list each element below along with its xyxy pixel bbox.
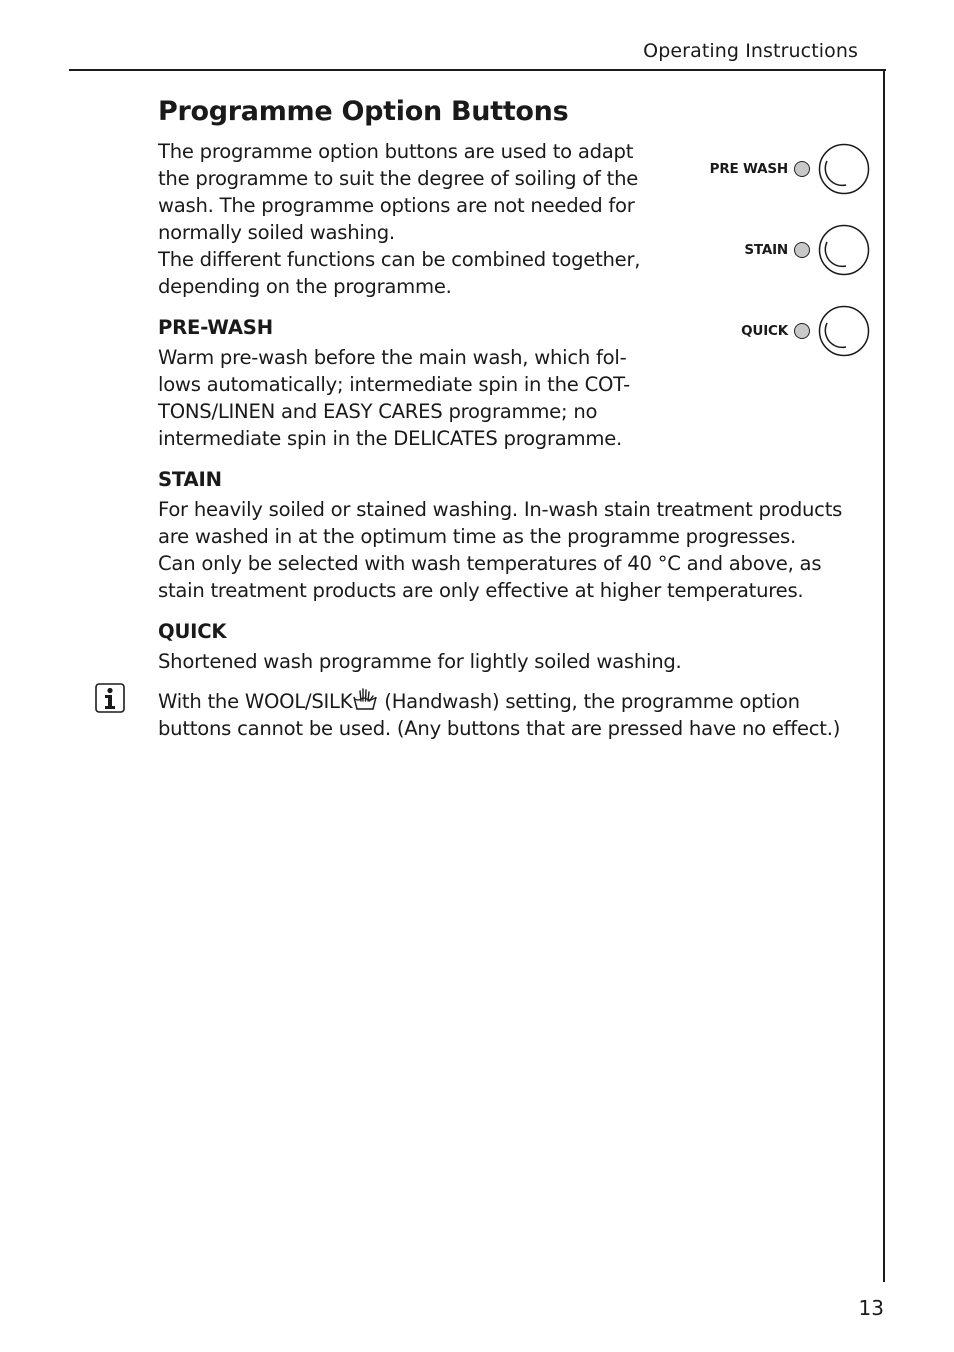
note-text [158, 687, 868, 742]
intro-paragraph-1: The programme option buttons are used to adapt the programme to suit the degree of soiling of the wash. The programme options are not needed for normally soiled washing. [158, 140, 639, 244]
quick-text: Shortened wash programme for lightly soiled washing. [158, 650, 682, 673]
prewash-control [710, 141, 870, 197]
stain-indicator-lamp [794, 242, 810, 258]
info-note [158, 687, 868, 742]
prewash-indicator-lamp [794, 161, 810, 177]
running-header: Operating Instructions [643, 40, 858, 62]
note-text-after: (Handwash) setting, the programme option buttons cannot be used. (Any buttons that are pressed have no effect.) [158, 690, 841, 740]
quick-button[interactable] [818, 305, 870, 357]
quick-control [741, 303, 870, 359]
prewash-text: Warm pre-wash before the main wash, which fol-lows automatically; intermediate spin in the COT-TONS/LINEN and EASY CARES programme; no intermediate spin in the DELICATES programme. [158, 346, 630, 450]
stain-button[interactable] [818, 224, 870, 276]
info-icon [95, 683, 125, 713]
margin-rule [883, 69, 885, 1282]
quick-indicator-lamp [794, 323, 810, 339]
option-buttons-panel [690, 138, 870, 363]
prewash-button[interactable] [818, 143, 870, 195]
stain-heading: STAIN [158, 468, 222, 491]
stain-text-1: For heavily soiled or stained washing. In-wash stain treatment products are washed in at the optimum time as the programme progresses. [158, 498, 843, 548]
stain-text-2: Can only be selected with wash temperatures of 40 °C and above, as stain treatment products are only effective at higher temperatures. [158, 552, 822, 602]
stain-panel-label: STAIN [744, 242, 788, 258]
quick-panel-label: QUICK [741, 323, 788, 339]
stain-control [744, 222, 870, 278]
note-text-before: With the WOOL/SILK [158, 690, 353, 713]
page-title: Programme Option Buttons [158, 96, 569, 127]
quick-heading: QUICK [158, 620, 227, 643]
prewash-panel-label: PRE WASH [709, 161, 788, 177]
page-number: 13 [858, 1296, 884, 1320]
handwash-icon [352, 687, 378, 711]
intro-paragraph-2: The different functions can be combined together, depending on the programme. [158, 248, 641, 298]
header-rule [69, 69, 886, 71]
prewash-heading: PRE-WASH [158, 316, 273, 339]
